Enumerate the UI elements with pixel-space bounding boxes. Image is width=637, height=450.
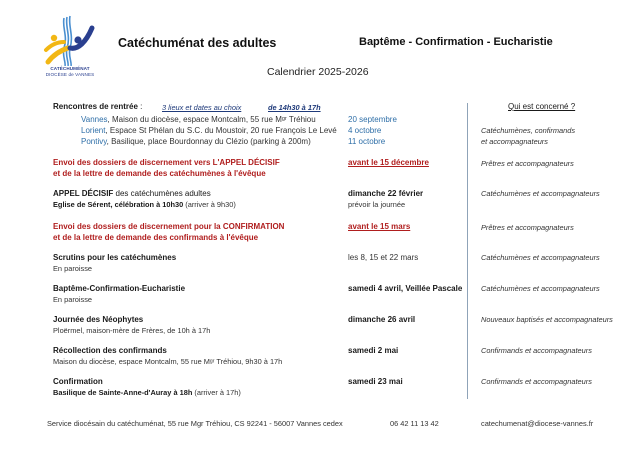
calendar-subtitle: Calendrier 2025-2026 bbox=[267, 66, 369, 78]
header-title: Catéchuménat des adultes bbox=[118, 36, 277, 50]
appel-decisif-who: Catéchumènes et accompagnateurs bbox=[481, 189, 600, 198]
envoi-confirmation-date: avant le 15 mars bbox=[348, 222, 411, 231]
confirmation-detail-rest: (arriver à 17h) bbox=[192, 388, 241, 397]
logo-figure-icon bbox=[38, 14, 102, 66]
logo-caption-title: CATÉCHUMÉNAT bbox=[50, 66, 90, 71]
appel-decisif-title-rest: des catéchumènes adultes bbox=[113, 189, 211, 198]
appel-decisif-detail-rest: (arriver à 9h30) bbox=[183, 200, 236, 209]
location-place: , Basilique, place Bourdonnay du Clézio (parking à 200m) bbox=[106, 137, 311, 146]
footer-email[interactable]: catechumenat@diocese-vannes.fr bbox=[481, 419, 594, 428]
confirmation-date: samedi 23 mai bbox=[348, 377, 403, 386]
scrutins-title: Scrutins pour les catéchumènes bbox=[53, 253, 177, 262]
recollection-detail: Maison du diocèse, espace Montcalm, 55 rue Mᵍʳ Tréhiou, 9h30 à 17h bbox=[53, 357, 283, 366]
rentree-date-pontivy: 11 octobre bbox=[348, 137, 386, 146]
header-sacraments: Baptême - Confirmation - Eucharistie bbox=[359, 36, 553, 48]
rentree-date-vannes: 20 septembre bbox=[348, 115, 397, 124]
rentree-label: Rencontres de rentrée bbox=[53, 102, 138, 111]
appel-decisif-detail bbox=[53, 199, 236, 210]
scrutins-who: Catéchumènes et accompagnateurs bbox=[481, 253, 600, 262]
recollection-date: samedi 2 mai bbox=[348, 346, 399, 355]
rentree-colon: : bbox=[140, 102, 143, 111]
envoi-appel-line2: et de la lettre de demande des catéchumènes à l'évêque bbox=[53, 169, 266, 178]
appel-decisif-title bbox=[53, 188, 211, 199]
scrutins-detail: En paroisse bbox=[53, 264, 93, 273]
rentree-choice: 3 lieux et dates au choix bbox=[162, 103, 242, 112]
who-column-header: Qui est concerné ? bbox=[508, 102, 576, 111]
column-divider bbox=[467, 103, 468, 399]
rentree-location-lorient bbox=[81, 125, 337, 136]
logo-caption-diocese: DIOCÈSE de VANNES bbox=[45, 72, 95, 77]
bce-date: samedi 4 avril, Veillée Pascale bbox=[348, 284, 463, 293]
neophytes-detail: Ploërmel, maison-mère de Frères, de 10h à 17h bbox=[53, 326, 211, 335]
city-name: Pontivy bbox=[81, 137, 107, 146]
neophytes-who: Nouveaux baptisés et accompagnateurs bbox=[481, 315, 613, 324]
catechumenat-logo bbox=[38, 14, 102, 84]
bce-who: Catéchumènes et accompagnateurs bbox=[481, 284, 600, 293]
rentree-date-lorient: 4 octobre bbox=[348, 126, 382, 135]
rentree-header bbox=[53, 101, 142, 112]
confirmation-who: Confirmands et accompagnateurs bbox=[481, 377, 592, 386]
appel-decisif-title-bold: APPEL DÉCISIF bbox=[53, 189, 114, 198]
recollection-who: Confirmands et accompagnateurs bbox=[481, 346, 592, 355]
rentree-who-line2: et accompagnateurs bbox=[481, 137, 548, 146]
city-name: Lorient bbox=[81, 126, 106, 135]
neophytes-title: Journée des Néophytes bbox=[53, 315, 144, 324]
recollection-title: Récollection des confirmands bbox=[53, 346, 167, 355]
confirmation-detail bbox=[53, 387, 241, 398]
rentree-hours: de 14h30 à 17h bbox=[268, 103, 321, 112]
envoi-confirmation-line2: et de la lettre de demande des confirmands à l'évêque bbox=[53, 233, 259, 242]
confirmation-detail-bold: Basilique de Sainte-Anne-d'Auray à 18h bbox=[53, 388, 193, 397]
rentree-who-line1: Catéchumènes, confirmands bbox=[481, 126, 576, 135]
envoi-confirmation-who: Prêtres et accompagnateurs bbox=[481, 223, 574, 232]
envoi-appel-who: Prêtres et accompagnateurs bbox=[481, 159, 574, 168]
appel-decisif-date-note: prévoir la journée bbox=[348, 200, 406, 209]
footer-phone[interactable]: 06 42 11 13 42 bbox=[390, 419, 439, 428]
city-name: Vannes bbox=[81, 115, 108, 124]
bce-detail: En paroisse bbox=[53, 295, 93, 304]
envoi-confirmation-line1: Envoi des dossiers de discernement pour la CONFIRMATION bbox=[53, 222, 285, 231]
envoi-appel-line1: Envoi des dossiers de discernement vers L'APPEL DÉCISIF bbox=[53, 158, 280, 167]
bce-title: Baptême-Confirmation-Eucharistie bbox=[53, 284, 186, 293]
appel-decisif-date: dimanche 22 février bbox=[348, 189, 424, 198]
neophytes-date: dimanche 26 avril bbox=[348, 315, 416, 324]
appel-decisif-detail-bold: Eglise de Sérent, célébration à 10h30 bbox=[53, 200, 184, 209]
location-place: , Maison du diocèse, espace Montcalm, 55 rue Mᵍʳ Tréhiou bbox=[107, 115, 316, 124]
scrutins-date: les 8, 15 et 22 mars bbox=[348, 253, 419, 262]
confirmation-title: Confirmation bbox=[53, 377, 103, 386]
envoi-appel-date: avant le 15 décembre bbox=[348, 158, 429, 167]
rentree-location-vannes bbox=[81, 114, 316, 125]
footer-address: Service diocésain du catéchuménat, 55 rue Mgr Tréhiou, CS 92241 - 56007 Vannes cedex bbox=[47, 419, 343, 428]
location-place: , Espace St Phélan du S.C. du Moustoir, 20 rue François Le Levé bbox=[105, 126, 337, 135]
rentree-location-pontivy bbox=[81, 136, 311, 147]
